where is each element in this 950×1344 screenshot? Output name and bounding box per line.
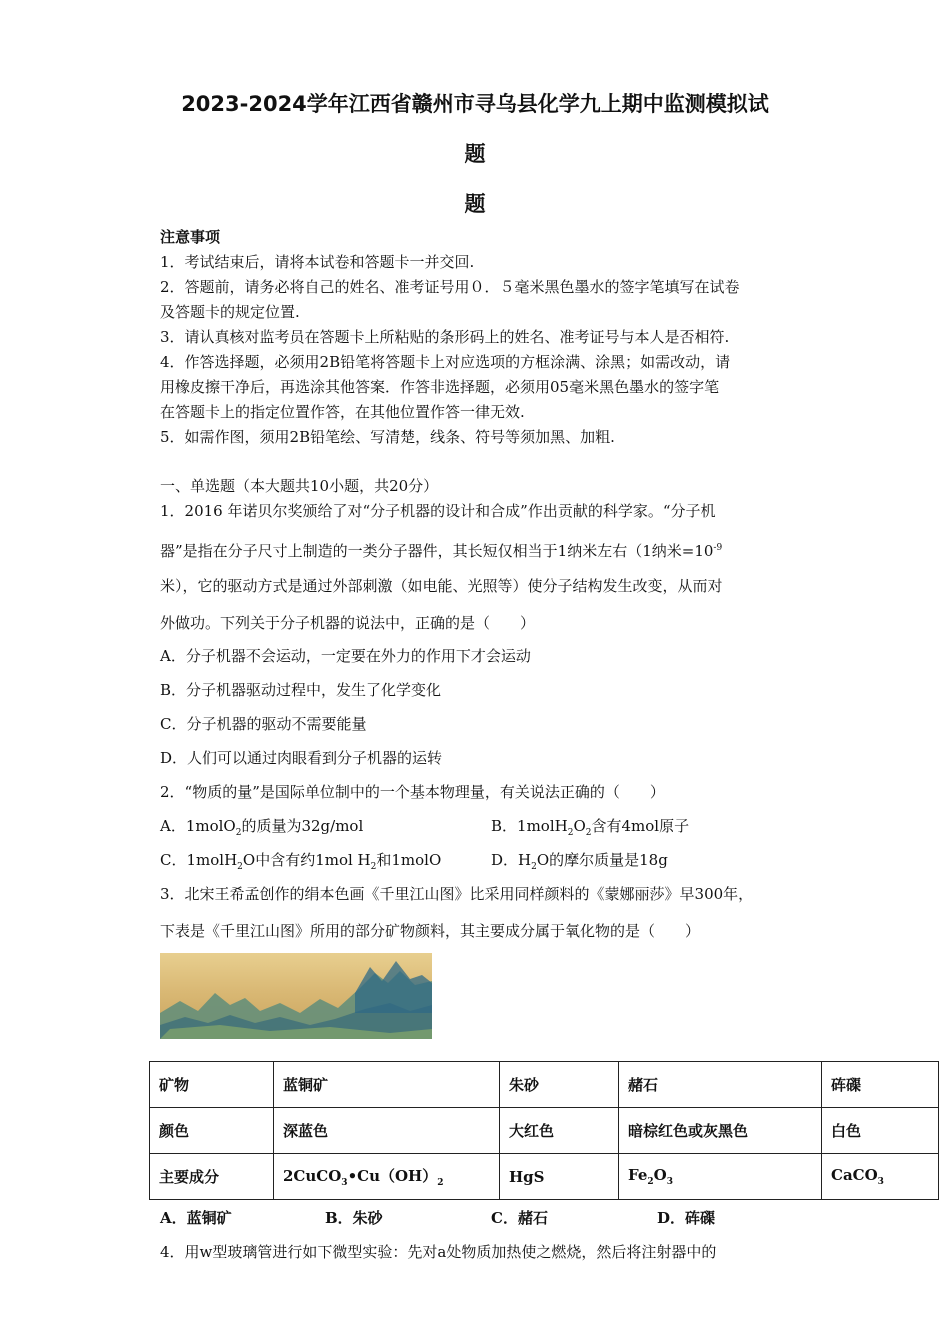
- table-cell: 颜色: [150, 1108, 274, 1154]
- table-cell: $Fe_2O_3$: [619, 1154, 822, 1200]
- table-cell: HgS: [500, 1154, 619, 1200]
- table-cell: 砗磲: [822, 1062, 939, 1108]
- notice-item: 4．作答选择题，必须用2B铅笔将答题卡上对应选项的方框涂满、涂黑；如需改动，请: [160, 353, 731, 371]
- q1-option-c: C．分子机器的驱动不需要能量: [160, 715, 367, 733]
- q1-stem-line: 米），它的驱动方式是通过外部刺激（如电能、光照等）使分子结构发生改变，从而对: [160, 577, 723, 595]
- table-row: [150, 1154, 939, 1200]
- table-cell: 矿物: [150, 1062, 274, 1108]
- q1-option-d: D．人们可以通过肉眼看到分子机器的运转: [160, 749, 443, 767]
- q3-stem-line: 下表是《千里江山图》所用的部分矿物颜料，其主要成分属于氧化物的是（ ）: [160, 922, 701, 940]
- mineral-table: [149, 1061, 939, 1200]
- notice-item: 5．如需作图，须用2B铅笔绘、写清楚，线条、符号等须加黑、加粗.: [160, 428, 615, 446]
- table-cell: 赭石: [619, 1062, 822, 1108]
- q2-option-d: D．$H_2O$的摩尔质量是18g: [491, 851, 668, 872]
- table-row: [150, 1108, 939, 1154]
- page-title-cont: 题: [464, 142, 486, 166]
- q3-option-a: A．蓝铜矿: [160, 1209, 232, 1227]
- notice-item: 3．请认真核对监考员在答题卡上所粘贴的条形码上的姓名、准考证号与本人是否相符.: [160, 328, 730, 346]
- q2-option-a: A．1molO$_2$的质量为32g/mol: [160, 817, 364, 838]
- q1-option-b: B．分子机器驱动过程中，发生了化学变化: [160, 681, 442, 699]
- table-cell: 蓝铜矿: [274, 1062, 500, 1108]
- notice-item: 及答题卡的规定位置.: [160, 303, 300, 321]
- table-cell: 白色: [822, 1108, 939, 1154]
- notice-item: 1．考试结束后，请将本试卷和答题卡一并交回.: [160, 253, 475, 271]
- q2-option-c: C．1molH$_2$O中含有约1mol $H_2$和1molO: [160, 851, 442, 872]
- notice-item: 用橡皮擦干净后，再选涂其他答案．作答非选择题，必须用05毫米黑色墨水的签字笔: [160, 378, 720, 396]
- q1-stem-line: 外做功。下列关于分子机器的说法中，正确的是（ ）: [160, 614, 536, 632]
- table-cell: 深蓝色: [274, 1108, 500, 1154]
- table-cell: 大红色: [500, 1108, 619, 1154]
- page-title: 2023-2024学年江西省赣州市寻乌县化学九上期中监测模拟试: [181, 92, 769, 116]
- table-cell: 朱砂: [500, 1062, 619, 1108]
- q1-stem-line: 1．2016 年诺贝尔奖颁给了对“分子机器的设计和合成”作出贡献的科学家。“分子机: [160, 502, 716, 520]
- q3-stem-line: 3．北宋王希孟创作的绢本色画《千里江山图》比采用同样颜料的《蒙娜丽莎》早300年，: [160, 885, 754, 903]
- q2-option-b: B．$1molH_2O_2$含有4mol原子: [491, 817, 690, 838]
- table-cell: 暗棕红色或灰黑色: [619, 1108, 822, 1154]
- q1-stem-line: 器”是指在分子尺寸上制造的一类分子器件，其长短仅相当于1纳米左右（1纳米$=10^{-9}$: [160, 542, 723, 560]
- notice-item: 在答题卡上的指定位置作答，在其他位置作答一律无效.: [160, 403, 525, 421]
- q3-option-c: C．赭石: [491, 1209, 548, 1227]
- q2-stem: 2．“物质的量”是国际单位制中的一个基本物理量，有关说法正确的（ ）: [160, 783, 665, 801]
- section-heading: 一、单选题（本大题共10小题，共20分）: [160, 477, 439, 495]
- table-cell: CaCO$_3$: [822, 1154, 939, 1200]
- q3-option-d: D．砗磲: [657, 1209, 716, 1227]
- page-title-cont-2: 题: [464, 192, 486, 216]
- q1-option-a: A．分子机器不会运动，一定要在外力的作用下才会运动: [160, 647, 531, 665]
- notice-item: 2．答题前，请务必将自己的姓名、准考证号用０．５毫米黑色墨水的签字笔填写在试卷: [160, 278, 740, 296]
- table-cell: 主要成分: [150, 1154, 274, 1200]
- landscape-painting-image: [160, 953, 432, 1039]
- q4-stem-line: 4．用w型玻璃管进行如下微型实验：先对a处物质加热使之燃烧，然后将注射器中的: [160, 1243, 717, 1261]
- q3-option-b: B．朱砂: [325, 1209, 383, 1227]
- table-row: [150, 1062, 939, 1108]
- notice-heading: 注意事项: [160, 228, 221, 246]
- table-cell: $2CuCO_3•Cu(OH)_2$: [274, 1154, 500, 1200]
